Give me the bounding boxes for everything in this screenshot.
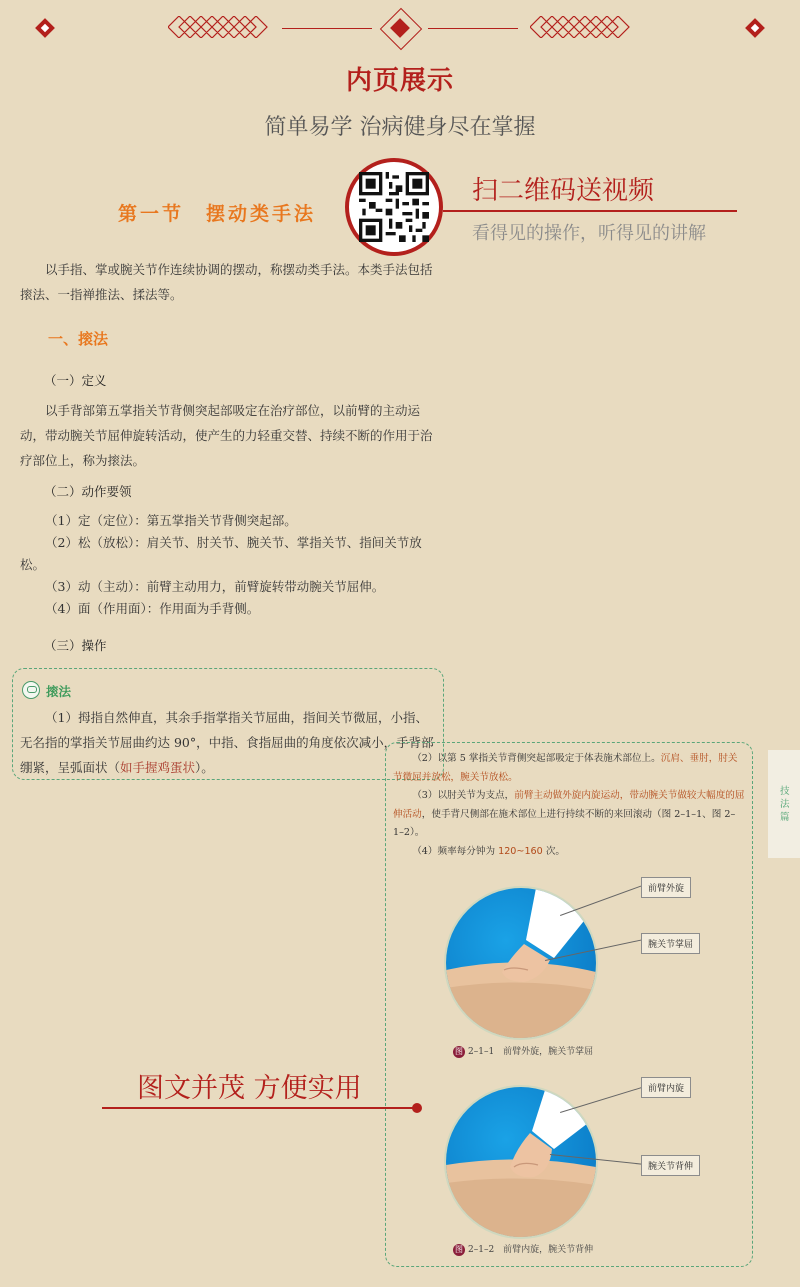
callout-forearm-pronation: 前臂内旋 xyxy=(641,1077,691,1098)
step-2-text: （2）以第 5 掌指关节背侧突起部吸定于体表施术部位上。 xyxy=(412,753,661,764)
step-4-highlight: 120~160 xyxy=(498,845,543,857)
ornament-lattice-left xyxy=(168,16,272,38)
hand-icon xyxy=(22,681,40,699)
definition-text: 以手背部第五掌指关节背侧突起部吸定在治疗部位，以前臂的主动运动，带动腕关节屈伸旋转活动，使产生的力轻重交替、持续不断的作用于治疗部位上，称为㨰法。 xyxy=(20,403,433,468)
figure-caption-2 xyxy=(453,1242,593,1256)
method-box-title: 㨰法 xyxy=(46,684,72,699)
step-3 xyxy=(393,787,745,843)
step-2-highlight: 沉肩、垂肘，肘关节微屈并放松，腕关节放松。 xyxy=(393,753,738,783)
figure-box-text xyxy=(393,750,745,861)
qr-title: 扫二维码送视频 xyxy=(472,176,655,206)
step-4 xyxy=(393,843,745,862)
page-title: 内页展示 xyxy=(345,66,454,96)
figure-caption-1 xyxy=(453,1044,593,1058)
figure-badge-icon: 图 xyxy=(455,1046,463,1056)
list-item: （1）定（定位）：第五掌指关节背侧突起部。 xyxy=(45,513,297,528)
key-points-list xyxy=(20,510,440,620)
figure-badge-icon: 图 xyxy=(455,1244,463,1254)
list-item: （4）面（作用面）：作用面为手背侧。 xyxy=(45,601,260,616)
section-heading: 第一节 摆动类手法 xyxy=(118,203,317,225)
ornament-line-left xyxy=(282,28,372,29)
definition-paragraph xyxy=(20,398,440,473)
step-4-text-b: 次。 xyxy=(542,845,566,857)
box1-text-b: ）。 xyxy=(195,760,214,775)
slogan-underline xyxy=(102,1107,414,1109)
step-3-text-a: （3）以肘关节为支点， xyxy=(412,790,515,801)
step-3-highlight: 前臂主动做外旋内旋运动，带动腕关节做较大幅度的屈伸活动 xyxy=(393,790,745,820)
figure-caption-1-text: 2–1–1 前臂外旋，腕关节掌屈 xyxy=(468,1047,594,1057)
qr-code-badge[interactable] xyxy=(345,158,443,256)
box1-text-a: （1）拇指自然伸直，其余手指掌指关节屈曲，指间关节微屈，小指、无名指的掌指关节屈曲约达 90°，中指、食指屈曲的角度依次减小，手背部绷紧，呈弧面状（ xyxy=(20,710,434,775)
slogan-dot xyxy=(412,1103,422,1113)
heading-operation: （三）操作 xyxy=(44,638,107,653)
method-box-text xyxy=(20,705,438,780)
sub-heading: 一、㨰法 xyxy=(48,330,109,348)
ornament-line-right xyxy=(428,28,518,29)
heading-definition: （一）定义 xyxy=(44,373,107,388)
callout-wrist-extension: 腕关节背伸 xyxy=(641,1155,700,1176)
slogan: 图文并茂 方便实用 xyxy=(137,1073,362,1104)
side-tab-label: 技法篇 xyxy=(780,786,790,823)
step-4-text-a: （4）频率每分钟为 xyxy=(412,845,499,857)
figure-caption-2-text: 2–1–2 前臂内旋，腕关节背伸 xyxy=(468,1245,594,1255)
step-2 xyxy=(393,750,745,787)
list-item: （3）动（主动）：前臂主动用力，前臂旋转带动腕关节屈伸。 xyxy=(45,579,385,594)
qr-code-icon xyxy=(359,172,429,242)
qr-subtitle: 看得见的操作，听得见的讲解 xyxy=(472,223,706,244)
step-3-text-b: ，使手背尺侧部在施术部位上进行持续不断的来回滚动（图 2–1–1、图 2–1–2）。 xyxy=(393,808,736,838)
forearm-pronation-illustration xyxy=(446,1087,596,1237)
ornament-diamond-center-outer xyxy=(380,8,422,50)
qr-underline xyxy=(443,210,737,212)
callout-forearm-supination: 前臂外旋 xyxy=(641,877,691,898)
page-subtitle: 简单易学 治病健身尽在掌握 xyxy=(264,115,536,140)
heading-key-points: （二）动作要领 xyxy=(44,484,132,499)
list-item: （2）松（放松）：肩关节、肘关节、腕关节、掌指关节、指间关节放松。 xyxy=(20,535,422,572)
ornament-lattice-right xyxy=(530,16,634,38)
callout-wrist-flexion: 腕关节掌屈 xyxy=(641,933,700,954)
intro-paragraph xyxy=(20,257,440,307)
intro-text: 以手指、掌或腕关节作连续协调的摆动，称摆动类手法。本类手法包括㨰法、一指禅推法、揉法等。 xyxy=(20,262,433,302)
box1-highlight: 如手握鸡蛋状 xyxy=(120,760,196,775)
